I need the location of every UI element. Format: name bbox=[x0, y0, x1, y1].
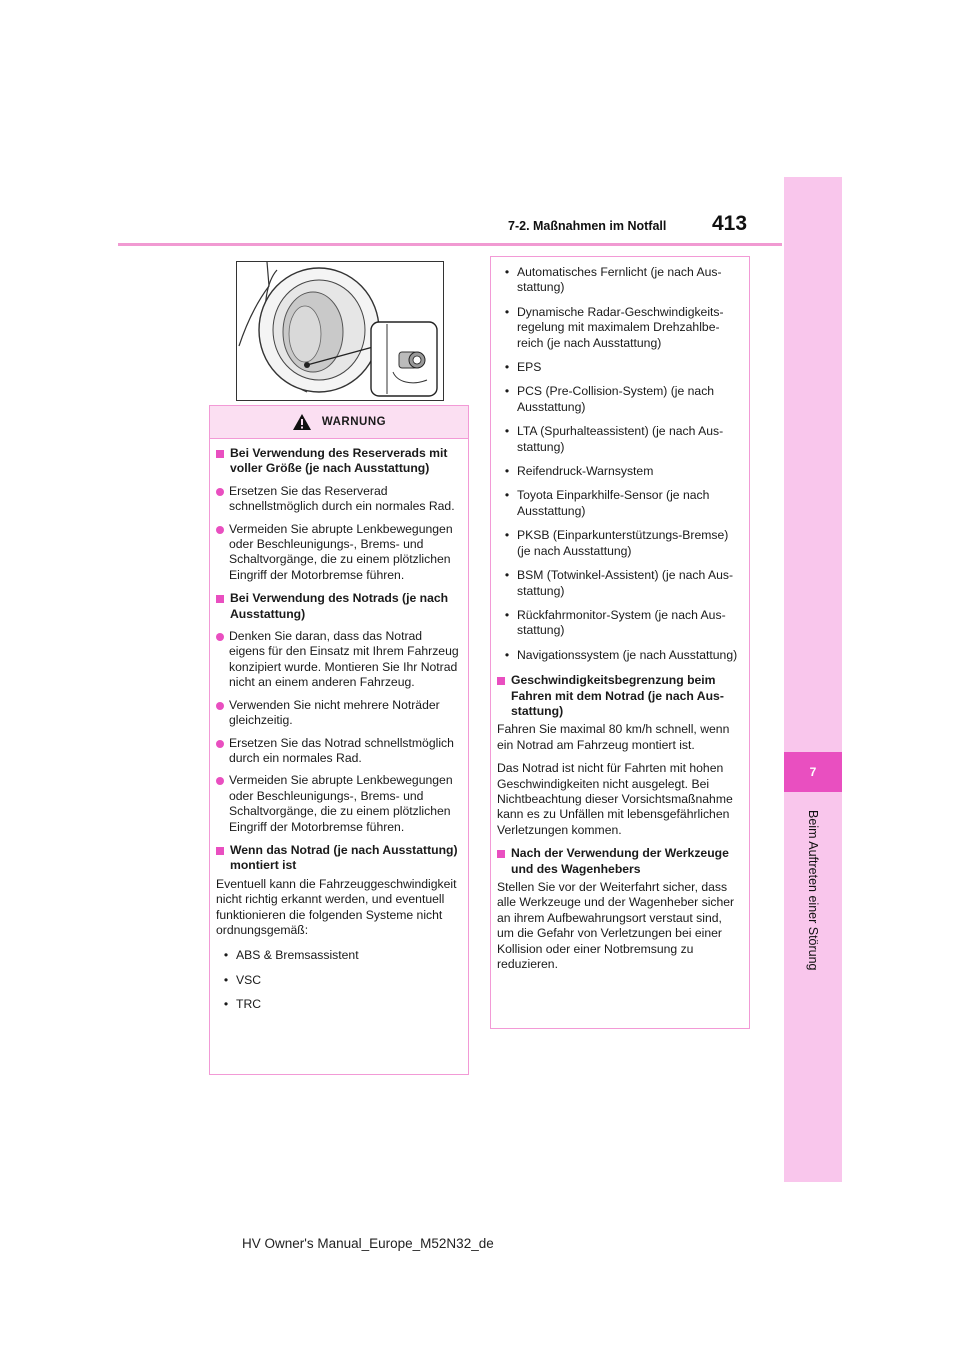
system-list-item: • TRC bbox=[223, 997, 262, 1012]
warning-item: Vermeiden Sie abrupte Lenkbewegungen oder Beschleunigungs-, Brems- und Schaltvorgänge, die zu einem plötzlichen Eingriff der Motorbremse führen. bbox=[216, 773, 460, 835]
square-bullet-icon bbox=[216, 847, 224, 855]
warning-box bbox=[209, 405, 469, 1075]
system-list-item: • EPS bbox=[504, 360, 542, 375]
wheel-illustration bbox=[236, 261, 444, 401]
system-list-item: • Reifendruck-Warnsystem bbox=[504, 464, 654, 479]
circle-bullet-icon bbox=[216, 488, 224, 496]
system-list-item: • Toyota Einparkhilfe-Sensor (je nach Ausstattung) bbox=[504, 488, 710, 518]
system-list-item: • Navigationssystem (je nach Ausstattung) bbox=[504, 647, 738, 662]
warning-triangle-icon bbox=[292, 413, 312, 431]
square-bullet-icon bbox=[216, 450, 224, 458]
continued-warning-box bbox=[490, 256, 750, 1029]
warning-item: Ersetzen Sie das Reserverad schnellstmöglich durch ein normales Rad. bbox=[216, 484, 460, 515]
warning-paragraph: Stellen Sie vor der Weiterfahrt sicher, dass alle Werkzeuge und der Wagenheber sicher an ihrem Aufbewahrungsort verstaut sind, um die Gefahr von Verletzungen bei einer Kollision oder einer Notbremsung zu reduzieren. bbox=[497, 880, 735, 972]
system-list-item: • PCS (Pre-Collision-System) (je nach Ausstattung) bbox=[504, 384, 715, 414]
warning-item: Ersetzen Sie das Notrad schnellstmöglich durch ein normales Rad. bbox=[216, 736, 460, 767]
system-list-item: • Rückfahrmonitor-System (je nach Ausstattung) bbox=[504, 607, 726, 638]
warning-item: Denken Sie daran, dass das Notrad eigens für den Einsatz mit Ihrem Fahrzeug konzipiert wurde. Montieren Sie Ihr Notrad nicht an einem anderen Fahrzeug. bbox=[216, 629, 460, 691]
square-bullet-icon bbox=[497, 850, 505, 858]
circle-bullet-icon bbox=[216, 526, 224, 534]
warning-heading: Bei Verwendung des Reserverads mit voller Größe (je nach Ausstattung) bbox=[216, 446, 460, 477]
system-list-item: • BSM (Totwinkel-Assistent) (je nach Ausstattung) bbox=[504, 568, 734, 598]
system-list-item: • VSC bbox=[223, 972, 262, 987]
warning-item: Verwenden Sie nicht mehrere Noträder gleichzeitig. bbox=[216, 698, 460, 729]
chapter-title-container bbox=[784, 810, 842, 1010]
warning-paragraph: Fahren Sie maximal 80 km/h schnell, wenn ein Notrad am Fahrzeug montiert ist. bbox=[497, 722, 730, 752]
square-bullet-icon bbox=[497, 677, 505, 685]
warning-item: Vermeiden Sie abrupte Lenkbewegungen oder Beschleunigungs-, Brems- und Schaltvorgänge, die zu einem plötzlichen Eingriff der Motorbremse führen. bbox=[216, 522, 460, 584]
circle-bullet-icon bbox=[216, 702, 224, 710]
circle-bullet-icon bbox=[216, 740, 224, 748]
warning-title: WARNUNG bbox=[321, 416, 387, 428]
warning-heading: Geschwindigkeitsbegrenzung beim Fahren mit dem Notrad (je nach Ausstattung) bbox=[497, 673, 741, 719]
warning-paragraph: Eventuell kann die Fahrzeuggeschwindigkeit nicht richtig erkannt werden, und eventuell funktionieren die folgenden Systeme nicht ordnungsgemäß: bbox=[216, 876, 457, 937]
chapter-title: Beim Auftreten einer Störung bbox=[806, 810, 820, 971]
warning-paragraph: Das Notrad ist nicht für Fahrten mit hohen Geschwindigkeiten nicht ausgelegt. Bei Nichtbeachtung dieser Vorsichtsmaßnahme kann es zu Unfällen mit lebensgefährlichen Verletzungen kommen. bbox=[497, 761, 733, 837]
chapter-tab bbox=[784, 177, 842, 1182]
section-title: 7-2. Maßnahmen im Notfall bbox=[508, 219, 667, 233]
warning-heading: Bei Verwendung des Notrads (je nach Ausstattung) bbox=[216, 591, 460, 622]
warning-heading: Wenn das Notrad (je nach Ausstattung) montiert ist bbox=[216, 843, 460, 874]
circle-bullet-icon bbox=[216, 633, 224, 641]
warning-heading: Nach der Verwendung der Werkzeuge und des Wagenhebers bbox=[497, 846, 741, 877]
page-number: 413 bbox=[712, 212, 748, 235]
system-list-item: • ABS & Bremsassistent bbox=[223, 948, 359, 963]
system-list-item: • Automatisches Fernlicht (je nach Ausstattung) bbox=[504, 265, 722, 295]
circle-bullet-icon bbox=[216, 777, 224, 785]
chapter-number: 7 bbox=[784, 752, 842, 792]
square-bullet-icon bbox=[216, 595, 224, 603]
footer-manual-id: HV Owner's Manual_Europe_M52N32_de bbox=[242, 1236, 494, 1251]
warning-header bbox=[210, 406, 468, 439]
header-rule bbox=[118, 243, 782, 246]
system-list-item: • LTA (Spurhalteassistent) (je nach Ausstattung) bbox=[504, 424, 724, 454]
system-list-item: • PKSB (Einparkunterstützungs-Bremse) (je nach Ausstattung) bbox=[504, 528, 729, 558]
system-list-item: • Dynamische Radar-Geschwindigkeitsregelung mit maximalem Drehzahlbereich (je nach Ausstattung) bbox=[504, 304, 724, 350]
